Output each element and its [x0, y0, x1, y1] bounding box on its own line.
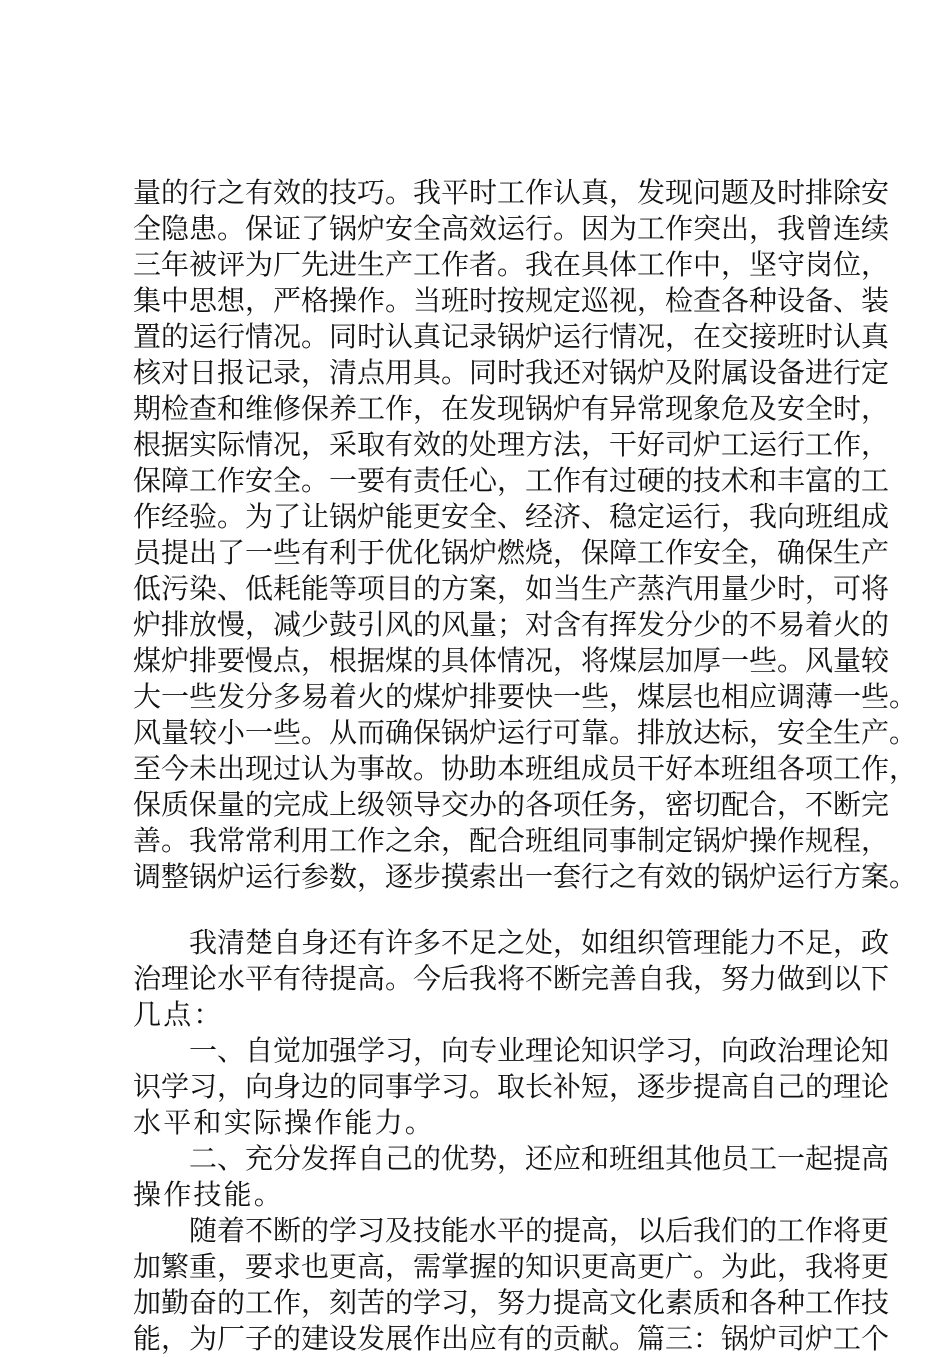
text-line: 三年被评为厂先进生产工作者。我在具体工作中，坚守岗位，: [133, 248, 890, 281]
text-line: 水平和实际操作能力。: [133, 1106, 436, 1139]
text-line: 员提出了一些有利于优化锅炉燃烧，保障工作安全，确保生产: [133, 536, 890, 569]
text-line: 全隐患。保证了锅炉安全高效运行。因为工作突出，我曾连续: [133, 212, 890, 245]
text-line: 期检查和维修保养工作，在发现锅炉有异常现象危及安全时，: [133, 392, 890, 425]
text-line: 治理论水平有待提高。今后我将不断完善自我，努力做到以下: [133, 962, 890, 995]
text-line: 几点：: [133, 998, 224, 1031]
text-line: 二、充分发挥自己的优势，还应和班组其他员工一起提高: [133, 1142, 890, 1175]
text-line: 能，为厂子的建设发展作出应有的贡献。篇三：锅炉司炉工个: [133, 1322, 890, 1355]
text-line: 风量较小一些。从而确保锅炉运行可靠。排放达标，安全生产。: [133, 716, 918, 749]
text-line: 量的行之有效的技巧。我平时工作认真，发现问题及时排除安: [133, 176, 890, 209]
text-line: 我清楚自身还有许多不足之处，如组织管理能力不足，政: [133, 926, 890, 959]
text-line: 核对日报记录，清点用具。同时我还对锅炉及附属设备进行定: [133, 356, 890, 389]
text-line: 大一些发分多易着火的煤炉排要快一些，煤层也相应调薄一些。: [133, 680, 918, 713]
text-line: 煤炉排要慢点，根据煤的具体情况，将煤层加厚一些。风量较: [133, 644, 890, 677]
text-line: 低污染、低耗能等项目的方案，如当生产蒸汽用量少时，可将: [133, 572, 890, 605]
text-line: 识学习，向身边的同事学习。取长补短，逐步提高自己的理论: [133, 1070, 890, 1103]
text-line: 保障工作安全。一要有责任心，工作有过硬的技术和丰富的工: [133, 464, 890, 497]
text-line: 一、自觉加强学习，向专业理论知识学习，向政治理论知: [133, 1034, 890, 1067]
text-line: 善。我常常利用工作之余，配合班组同事制定锅炉操作规程，: [133, 824, 890, 857]
text-line: 随着不断的学习及技能水平的提高，以后我们的工作将更: [133, 1214, 890, 1247]
text-line: 保质保量的完成上级领导交办的各项任务，密切配合，不断完: [133, 788, 890, 821]
text-line: 至今未出现过认为事故。协助本班组成员干好本班组各项工作，: [133, 752, 918, 785]
text-line: 加勤奋的工作，刻苦的学习，努力提高文化素质和各种工作技: [133, 1286, 890, 1319]
text-line: 调整锅炉运行参数，逐步摸索出一套行之有效的锅炉运行方案。: [133, 860, 918, 893]
text-line: 炉排放慢，减少鼓引风的风量；对含有挥发分少的不易着火的: [133, 608, 890, 641]
text-line: 置的运行情况。同时认真记录锅炉运行情况，在交接班时认真: [133, 320, 890, 353]
text-line: 根据实际情况，采取有效的处理方法，干好司炉工运行工作，: [133, 428, 890, 461]
text-line: 加繁重，要求也更高，需掌握的知识更高更广。为此，我将更: [133, 1250, 890, 1283]
text-line: 作经验。为了让锅炉能更安全、经济、稳定运行，我向班组成: [133, 500, 890, 533]
text-line: 操作技能。: [133, 1178, 285, 1211]
text-line: 集中思想，严格操作。当班时按规定巡视，检查各种设备、装: [133, 284, 890, 317]
